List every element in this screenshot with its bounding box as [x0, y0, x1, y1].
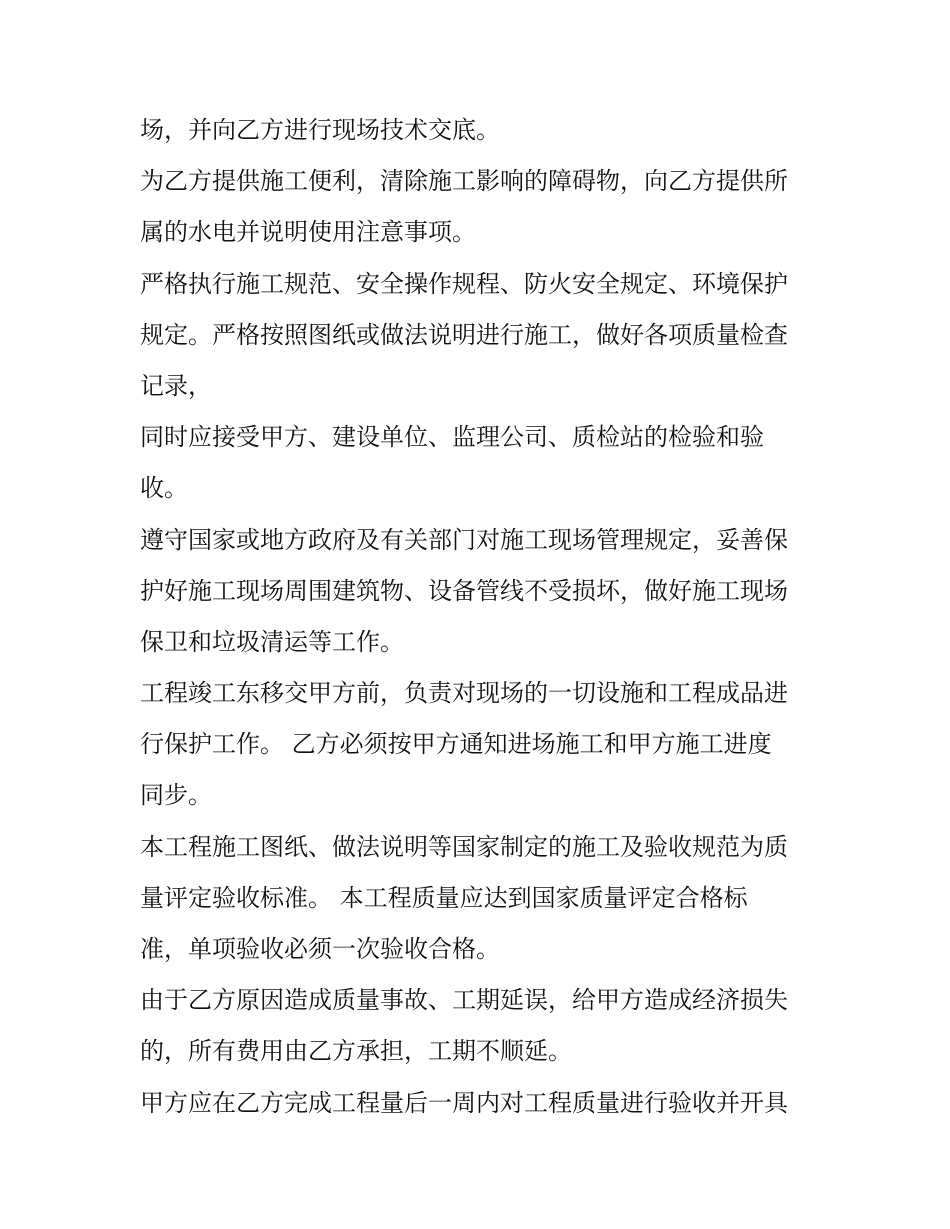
text-line: 场，并向乙方进行现场技术交底。	[140, 116, 500, 144]
document-body	[140, 110, 820, 1134]
text-line: 行保护工作。 乙方必须按甲方通知进场施工和甲方施工进度	[140, 730, 772, 759]
text-line: 规定。严格按照图纸或做法说明进行施工，做好各项质量检查	[140, 320, 788, 349]
text-line: 由于乙方原因造成质量事故、工期延误，给甲方造成经济损失	[140, 986, 788, 1015]
text-line: 量评定验收标准。 本工程质量应达到国家质量评定合格标	[140, 883, 748, 912]
text-line: 属的水电并说明使用注意事项。	[140, 218, 476, 247]
text-line: 记录，	[140, 371, 212, 400]
text-line: 同步。	[140, 781, 212, 810]
text-line: 甲方应在乙方完成工程量后一周内对工程质量进行验收并开具	[140, 1088, 788, 1117]
text-line: 遵守国家或地方政府及有关部门对施工现场管理规定，妥善保	[140, 525, 788, 554]
text-line: 为乙方提供施工便利，清除施工影响的障碍物，向乙方提供所	[140, 167, 788, 196]
text-line: 准，单项验收必须一次验收合格。	[140, 935, 500, 963]
text-line: 的，所有费用由乙方承担，工期不顺延。	[140, 1037, 572, 1066]
text-line: 本工程施工图纸、做法说明等国家制定的施工及验收规范为质	[140, 832, 788, 861]
text-line: 收。	[140, 474, 188, 503]
text-line: 严格执行施工规范、安全操作规程、防火安全规定、环境保护	[140, 269, 788, 298]
text-line: 护好施工现场周围建筑物、设备管线不受损坏，做好施工现场	[140, 576, 788, 605]
text-line: 工程竣工东移交甲方前，负责对现场的一切设施和工程成品进	[140, 679, 788, 708]
text-line: 同时应接受甲方、建设单位、监理公司、质检站的检验和验	[140, 423, 764, 452]
text-line: 保卫和垃圾清运等工作。	[140, 627, 404, 656]
